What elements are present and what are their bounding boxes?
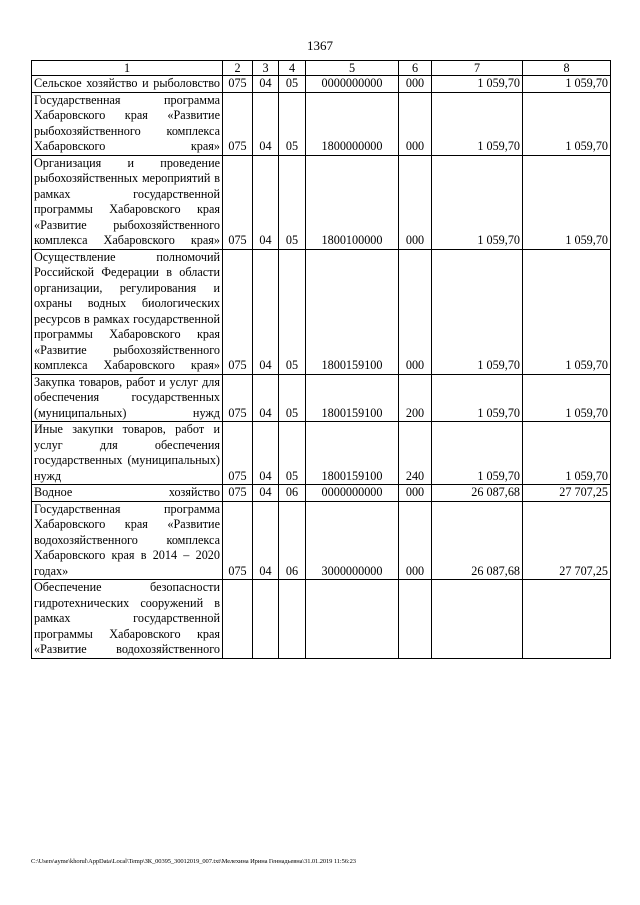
cell-subsection: 05 [279,92,306,155]
cell-expense-type: 000 [399,76,432,93]
cell-expense-type: 200 [399,374,432,422]
cell-target-code [306,580,399,659]
table-row [32,92,611,155]
cell-amount-2: 1 059,70 [523,249,611,374]
cell-amount-1 [432,580,523,659]
cell-admin-code: 075 [223,374,253,422]
header-cell: 5 [306,61,399,76]
cell-expense-type: 000 [399,249,432,374]
cell-amount-2: 1 059,70 [523,155,611,249]
cell-subsection: 05 [279,76,306,93]
cell-target-code: 0000000000 [306,485,399,502]
cell-section: 04 [253,76,279,93]
cell-target-code: 3000000000 [306,501,399,580]
cell-admin-code [223,580,253,659]
header-cell: 2 [223,61,253,76]
table-row [32,580,611,659]
cell-admin-code: 075 [223,422,253,485]
cell-section: 04 [253,249,279,374]
cell-amount-2: 1 059,70 [523,374,611,422]
cell-subsection: 05 [279,155,306,249]
cell-subsection: 06 [279,485,306,502]
cell-target-code: 1800000000 [306,92,399,155]
row-name: Обеспечение безопасности гидротехнических сооружений в рамках государственной программы Хабаровского края «Развитие водохозяйственного [32,580,223,659]
cell-amount-2: 1 059,70 [523,92,611,155]
cell-admin-code: 075 [223,485,253,502]
table-row [32,249,611,374]
cell-amount-2 [523,580,611,659]
budget-table [31,60,611,659]
cell-amount-2: 27 707,25 [523,485,611,502]
row-name: Осуществление полномочий Российской Федерации в области организации, регулирования и охраны водных биологических ресурсов в рамках государственной программы Хабаровского края «Развитие рыбохозяйственного комплекса Хабаровского края» [32,249,223,374]
row-name: Иные закупки товаров, работ и услуг для обеспечения государственных (муниципальных) нужд [32,422,223,485]
cell-section: 04 [253,155,279,249]
cell-amount-2: 1 059,70 [523,76,611,93]
cell-subsection: 05 [279,422,306,485]
row-name: Водное хозяйство [32,485,223,502]
cell-admin-code: 075 [223,249,253,374]
cell-amount-1: 1 059,70 [432,76,523,93]
row-name: Закупка товаров, работ и услуг для обеспечения государственных (муниципальных) нужд [32,374,223,422]
cell-amount-1: 26 087,68 [432,485,523,502]
cell-target-code: 1800159100 [306,249,399,374]
file-path-footer: C:\Users\ayme\khorul\AppData\Local\Temp\ЗК_00395_30012019_007.txt\Мелехина Ирина Геннадьевна\31.01.2019 11:56:23 [31,858,356,865]
row-name: Сельское хозяйство и рыболовство [32,76,223,93]
cell-expense-type: 000 [399,485,432,502]
header-cell: 3 [253,61,279,76]
cell-admin-code: 075 [223,155,253,249]
cell-section: 04 [253,485,279,502]
cell-subsection: 06 [279,501,306,580]
cell-amount-1: 1 059,70 [432,422,523,485]
cell-section [253,580,279,659]
row-name: Государственная программа Хабаровского края «Развитие рыбохозяйственного комплекса Хабаровского края» [32,92,223,155]
cell-expense-type: 240 [399,422,432,485]
header-cell: 4 [279,61,306,76]
cell-target-code: 1800100000 [306,155,399,249]
cell-expense-type [399,580,432,659]
header-cell: 6 [399,61,432,76]
cell-section: 04 [253,422,279,485]
cell-expense-type: 000 [399,155,432,249]
cell-section: 04 [253,374,279,422]
header-cell: 8 [523,61,611,76]
cell-target-code: 1800159100 [306,422,399,485]
cell-subsection: 05 [279,249,306,374]
table-row [32,76,611,93]
cell-admin-code: 075 [223,92,253,155]
header-cell: 1 [32,61,223,76]
table-row [32,155,611,249]
table-row [32,422,611,485]
cell-amount-2: 27 707,25 [523,501,611,580]
table-header-row [32,61,611,76]
cell-amount-1: 1 059,70 [432,92,523,155]
cell-section: 04 [253,501,279,580]
cell-expense-type: 000 [399,501,432,580]
table-row [32,374,611,422]
cell-amount-1: 1 059,70 [432,249,523,374]
page-number: 1367 [307,38,333,53]
cell-target-code: 0000000000 [306,76,399,93]
cell-amount-1: 1 059,70 [432,374,523,422]
row-name: Государственная программа Хабаровского края «Развитие водохозяйственного комплекса Хабаровского края в 2014 – 2020 годах» [32,501,223,580]
row-name: Организация и проведение рыбохозяйственных мероприятий в рамках государственной программы Хабаровского края «Развитие рыбохозяйственного комплекса Хабаровского края» [32,155,223,249]
cell-amount-1: 26 087,68 [432,501,523,580]
cell-section: 04 [253,92,279,155]
table-row [32,501,611,580]
header-cell: 7 [432,61,523,76]
cell-admin-code: 075 [223,76,253,93]
cell-subsection [279,580,306,659]
cell-admin-code: 075 [223,501,253,580]
cell-subsection: 05 [279,374,306,422]
cell-amount-2: 1 059,70 [523,422,611,485]
table-row [32,485,611,502]
cell-amount-1: 1 059,70 [432,155,523,249]
cell-target-code: 1800159100 [306,374,399,422]
cell-expense-type: 000 [399,92,432,155]
